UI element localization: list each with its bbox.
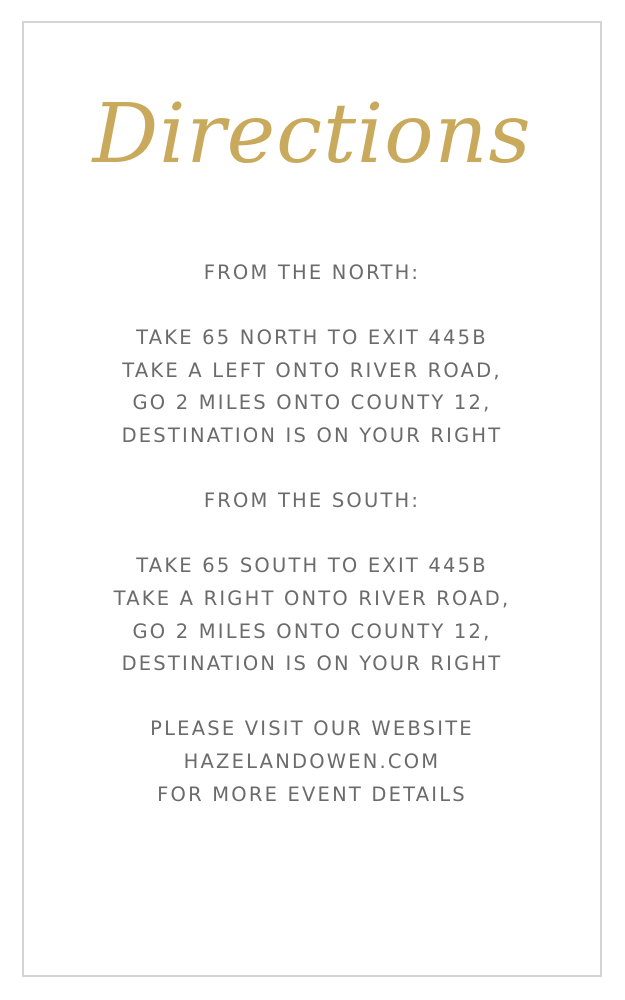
directions-card [22, 21, 602, 977]
directions-content [24, 257, 600, 811]
south-heading: FROM THE SOUTH: [203, 489, 421, 513]
south-line: DESTINATION IS ON YOUR RIGHT [121, 652, 503, 676]
website-line: PLEASE VISIT OUR WEBSITE [150, 717, 474, 741]
website-line: FOR MORE EVENT DETAILS [157, 782, 467, 806]
south-line: TAKE 65 SOUTH TO EXIT 445B [136, 554, 488, 578]
website-url: HAZELANDOWEN.COM [183, 749, 441, 773]
south-line: TAKE A RIGHT ONTO RIVER ROAD, [113, 586, 511, 610]
north-line: GO 2 MILES ONTO COUNTY 12, [132, 391, 492, 415]
north-heading: FROM THE NORTH: [203, 261, 421, 284]
south-directions [24, 485, 600, 681]
south-line: GO 2 MILES ONTO COUNTY 12, [132, 619, 492, 643]
north-line: DESTINATION IS ON YOUR RIGHT [121, 423, 503, 447]
card-title: Directions [92, 87, 532, 182]
north-directions [24, 257, 600, 453]
north-line: TAKE 65 NORTH TO EXIT 445B [136, 326, 488, 350]
website-info [24, 713, 600, 811]
north-line: TAKE A LEFT ONTO RIVER ROAD, [122, 358, 502, 382]
